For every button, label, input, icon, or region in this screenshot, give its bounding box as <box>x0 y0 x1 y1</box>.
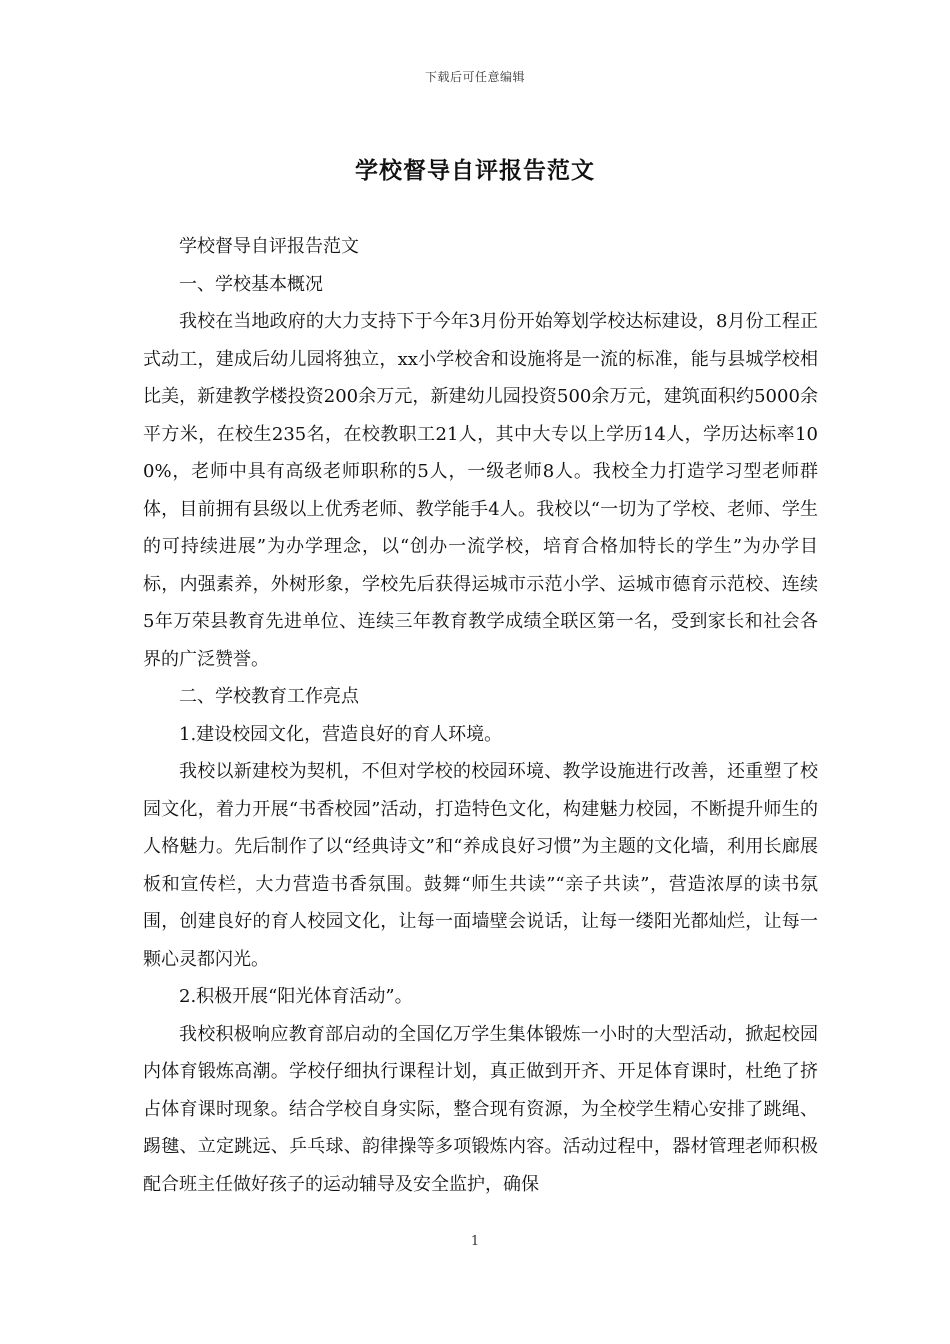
paragraph-overview: 我校在当地政府的大力支持下于今年3月份开始筹划学校达标建设，8月份工程正式动工，建成后幼儿园将独立，xx小学校舍和设施将是一流的标准，能与县城学校相比美，新建教学楼投资200余万元，新建幼儿园投资500余万元，建筑面积约5000余平方米，在校生235名，在校教职工21人，其中大专以上学历14人，学历达标率100%，老师中具有高级老师职称的5人，一级老师8人。我校全力打造学习型老师群体，目前拥有县级以上优秀老师、教学能手4人。我校以“一切为了学校、老师、学生的可持续进展”为办学理念，以“创办一流学校，培育合格加特长的学生”为办学目标，内强素养，外树形象，学校先后获得运城市示范小学、运城市德育示范校、连续5年万荣县教育先进单位、连续三年教育教学成绩全联区第一名，受到家长和社会各界的广泛赞誉。 <box>143 311 818 670</box>
paragraph-sunshine-sports: 我校积极响应教育部启动的全国亿万学生集体锻炼一小时的大型活动，掀起校园内体育锻炼高潮。学校仔细执行课程计划，真正做到开齐、开足体育课时，杜绝了挤占体育课时现象。结合学校自身实际，整合现有资源，为全校学生精心安排了跳绳、踢毽、立定跳远、乒乓球、韵律操等多项锻炼内容。活动过程中，器材管理老师积极配合班主任做好孩子的运动辅导及安全监护，确保 <box>143 1023 818 1195</box>
subheading-campus-culture: 1.建设校园文化，营造良好的育人环境。 <box>179 723 503 745</box>
document-title: 学校督导自评报告范文 <box>355 157 595 184</box>
section-heading-highlights: 二、学校教育工作亮点 <box>179 686 359 707</box>
paragraph-subtitle: 学校督导自评报告范文 <box>179 236 359 257</box>
header-note: 下载后可任意编辑 <box>424 70 525 84</box>
subheading-sunshine-sports: 2.积极开展“阳光体育活动”。 <box>179 986 413 1007</box>
paragraph-campus-culture: 我校以新建校为契机，不但对学校的校园环境、教学设施进行改善，还重塑了校园文化，着力开展“书香校园”活动，打造特色文化，构建魅力校园，不断提升师生的人格魅力。先后制作了以“经典诗文”和“养成良好习惯”为主题的文化墙，利用长廊展板和宣传栏，大力营造书香氛围。鼓舞“师生共读”“亲子共读”，营造浓厚的读书氛围，创建良好的育人校园文化，让每一面墙壁会说话，让每一缕阳光都灿烂，让每一颗心灵都闪光。 <box>143 761 818 970</box>
page-number: 1 <box>470 1234 480 1249</box>
section-heading-overview: 一、学校基本概况 <box>179 273 323 295</box>
document-body <box>143 228 818 1203</box>
